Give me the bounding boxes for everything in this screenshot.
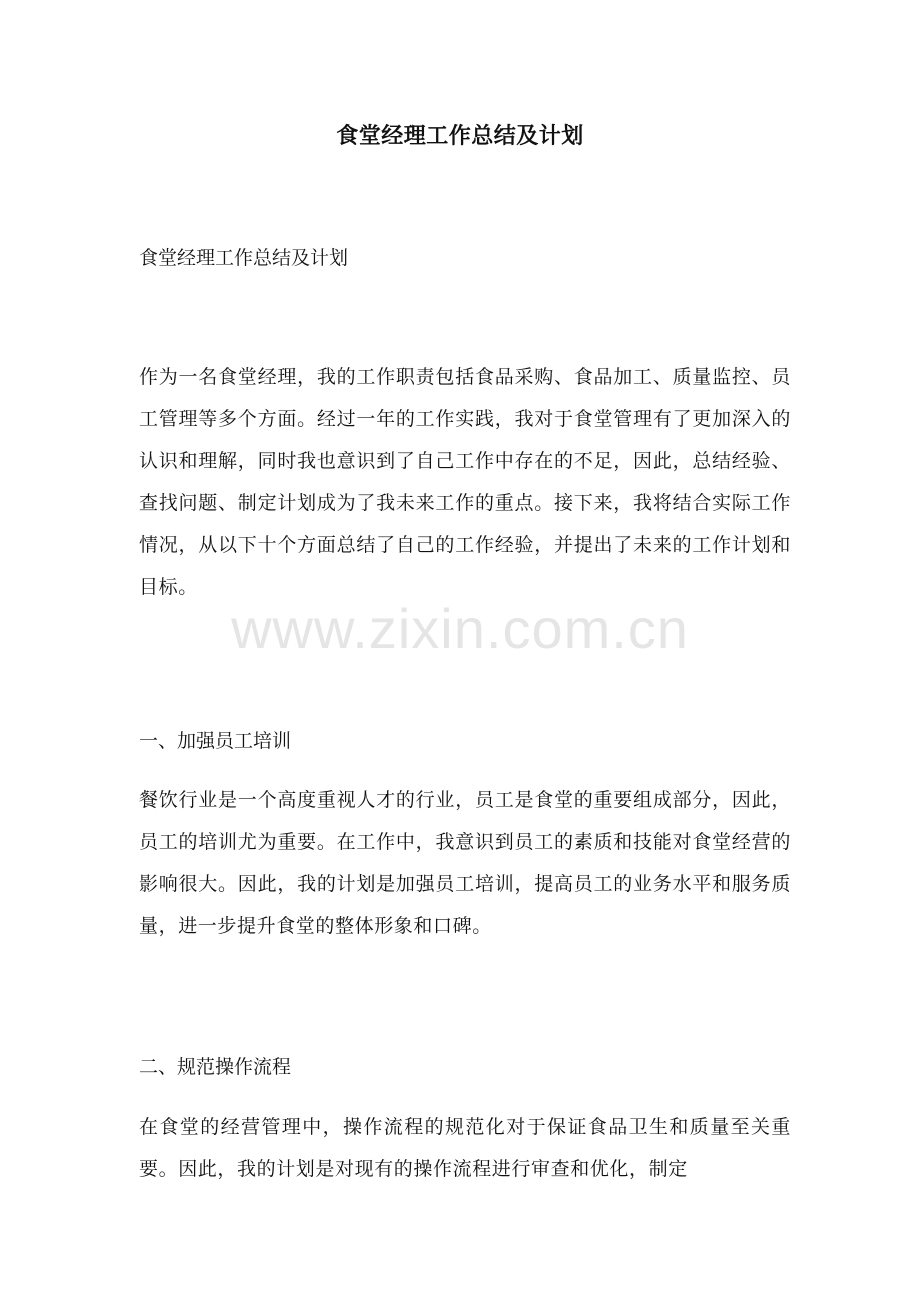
document-subtitle: 食堂经理工作总结及计划 (139, 247, 349, 269)
section-body-2: 在食堂的经营管理中，操作流程的规范化对于保证食品卫生和质量至关重要。因此，我的计划是对现有的操作流程进行审查和优化，制定 (139, 1116, 791, 1180)
section-body-1: 餐饮行业是一个高度重视人才的行业，员工是食堂的重要组成部分，因此，员工的培训尤为重要。在工作中，我意识到员工的素质和技能对食堂经营的影响很大。因此，我的计划是加强员工培训，提高员工的业务水平和服务质量，进一步提升食堂的整体形象和口碑。 (139, 789, 791, 937)
intro-paragraph: 作为一名食堂经理，我的工作职责包括食品采购、食品加工、质量监控、员工管理等多个方面。经过一年的工作实践，我对于食堂管理有了更加深入的认识和理解，同时我也意识到了自己工作中存在的不足，因此，总结经验、查找问题、制定计划成为了我未来工作的重点。接下来，我将结合实际工作情况，从以下十个方面总结了自己的工作经验，并提出了未来的工作计划和目标。 (139, 366, 791, 598)
section-heading-2: 二、规范操作流程 (139, 1056, 292, 1078)
document-title: 食堂经理工作总结及计划 (336, 123, 584, 149)
watermark: www.zixin.com.cn (231, 597, 689, 660)
section-heading-1: 一、加强员工培训 (139, 730, 292, 752)
